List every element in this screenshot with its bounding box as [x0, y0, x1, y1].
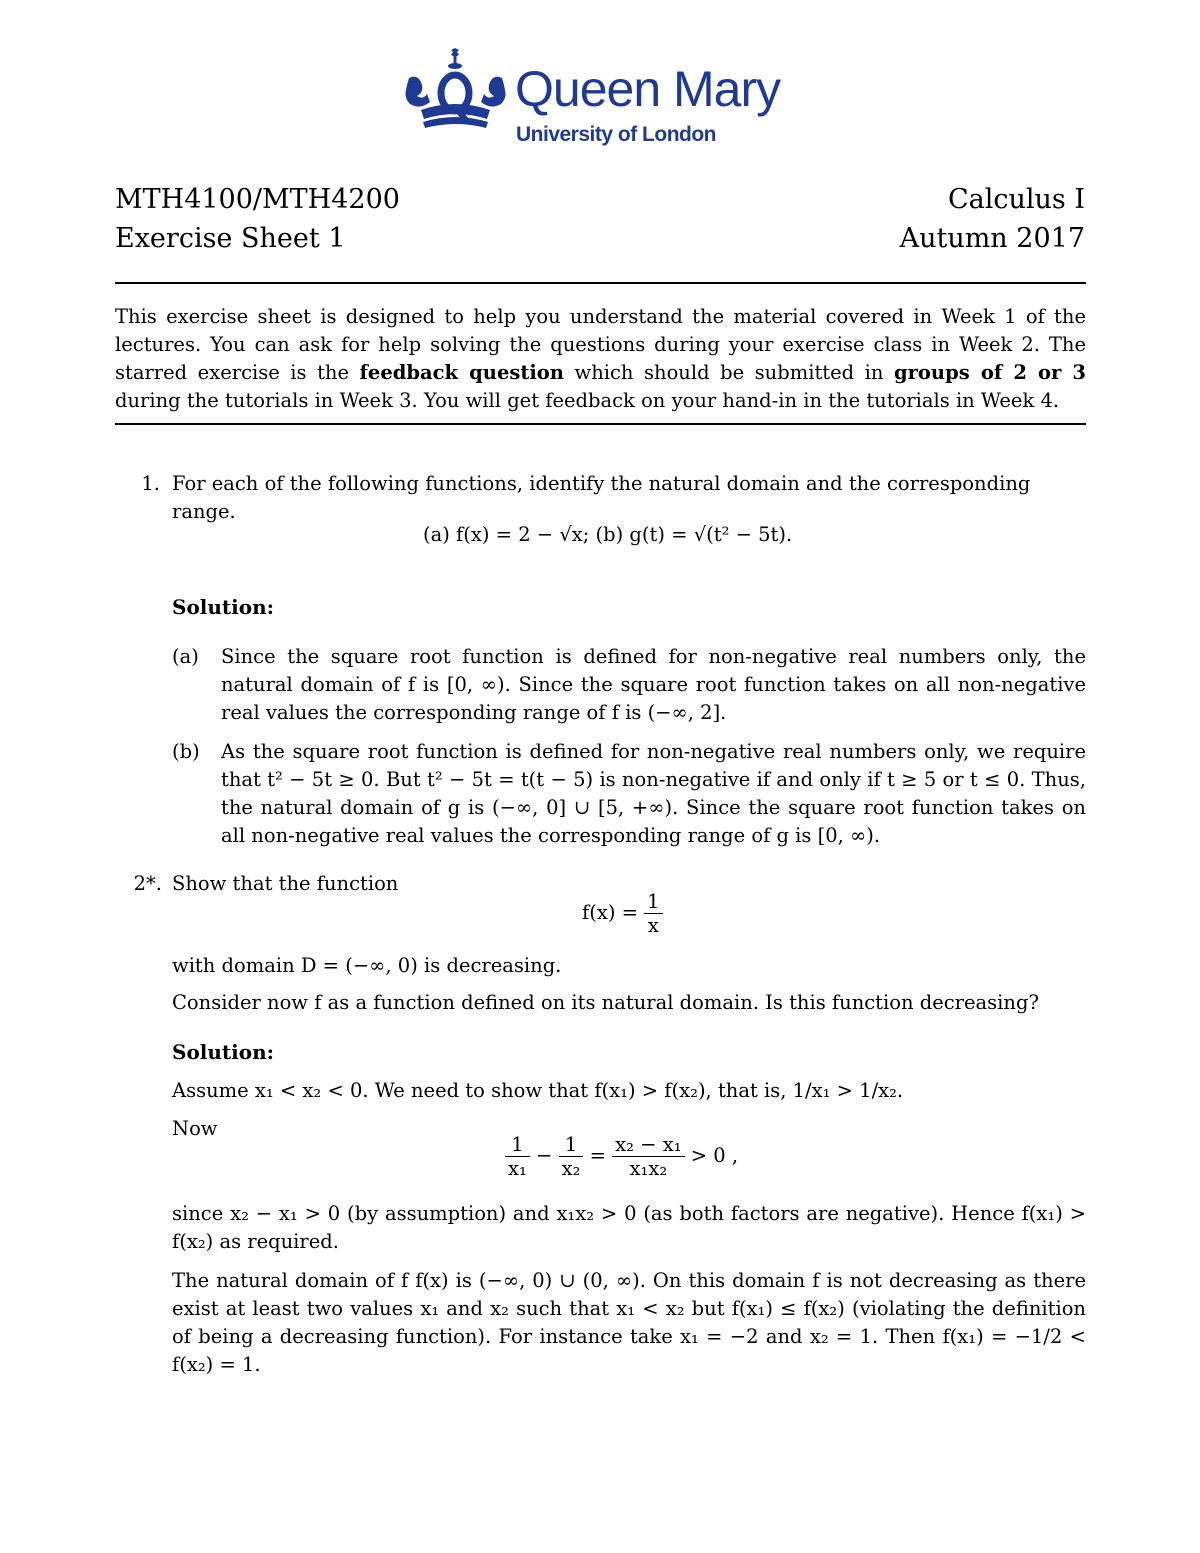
eq-fraction-1: [505, 1133, 530, 1180]
eq-f1-num: 1: [505, 1133, 530, 1157]
intro-text-3: during the tutorials in Week 3. You will get feedback on your hand-in in the tutorials in Week 4.: [115, 389, 1060, 412]
question-1-solution-label: Solution:: [172, 595, 275, 619]
eq-f2-den: x₂: [561, 1157, 581, 1180]
course-title: Calculus I: [947, 184, 1085, 215]
queen-mary-logo: [403, 44, 803, 154]
formula-numerator: 1: [644, 890, 662, 914]
eq-f3-den: x₁x₂: [629, 1157, 668, 1180]
solution-natural-domain: The natural domain of f f(x) is (−∞, 0) ∪ (0, ∞). On this domain f is not decreasing as there exist at least two values x₁ and x₂ such that x₁ < x₂ but f(x₁) ≤ f(x₂) (violating the definition of being a decreasing function). For instance take x₁ = −2 and x₂ = 1. Then f(x₁) = −1/2 < f(x₂) = 1.: [172, 1269, 1086, 1376]
eq-f2-num: 1: [559, 1133, 584, 1157]
question-1-formula: (a) f(x) = 2 − √x; (b) g(t) = √(t² − 5t).: [423, 523, 793, 546]
question-2-domain: with domain D = (−∞, 0) is decreasing.: [172, 954, 562, 977]
solution-b-text: As the square root function is defined for non-negative real numbers only, we require that t² − 5t ≥ 0. But t² − 5t = t(t − 5) is non-negative if and only if t ≥ 5 or t ≤ 0. Thus, the natural domain of g is (−∞, 0] ∪ [5, +∞). Since the square root function takes on all non-negative real values the corresponding range of g is [0, ∞).: [221, 740, 1086, 847]
formula-lhs: f(x) =: [582, 901, 638, 924]
solution-a-text: Since the square root function is defined for non-negative real numbers only, the natural domain of f is [0, ∞). Since the square root function takes on all non-negative real values the corresponding range of f is (−∞, 2].: [221, 645, 1086, 724]
bottom-divider: [115, 423, 1086, 425]
formula-denominator: x: [647, 914, 659, 937]
intro-bold-2: groups of 2 or 3: [894, 361, 1087, 384]
question-2-text: Show that the function: [172, 872, 399, 895]
solution-b-label: (b): [172, 740, 200, 763]
eq-fraction-3: [612, 1133, 684, 1180]
question-2-consider: Consider now f as a function defined on its natural domain. Is this function decreasing?: [172, 991, 1039, 1014]
top-divider: [115, 282, 1086, 284]
logo-name: Queen Mary: [515, 61, 781, 117]
question-1-number: 1.: [141, 472, 160, 495]
term: Autumn 2017: [899, 223, 1085, 254]
logo-subtitle: University of London: [516, 123, 716, 146]
intro-bold-1: feedback question: [359, 361, 564, 384]
eq-tail: > 0 ,: [690, 1144, 739, 1167]
eq-minus: −: [536, 1144, 553, 1167]
solution-a-label: (a): [172, 645, 199, 668]
solution-assume: Assume x₁ < x₂ < 0. We need to show that f(x₁) > f(x₂), that is, 1/x₁ > 1/x₂.: [172, 1079, 904, 1102]
eq-f3-num: x₂ − x₁: [612, 1133, 684, 1157]
eq-equals: =: [589, 1144, 606, 1167]
question-2-formula: [582, 890, 663, 937]
question-1-text: For each of the following functions, identify the natural domain and the corresponding range.: [172, 472, 1031, 523]
eq-f1-den: x₁: [508, 1157, 527, 1180]
intro-text-2: which should be submitted in: [563, 361, 894, 384]
eq-fraction-2: [559, 1133, 584, 1180]
question-2-solution-label: Solution:: [172, 1040, 275, 1064]
question-2-number: 2*.: [133, 872, 162, 895]
formula-fraction: [644, 890, 662, 937]
course-codes: MTH4100/MTH4200: [115, 184, 400, 215]
sheet-title: Exercise Sheet 1: [115, 223, 346, 254]
solution-now: Now: [172, 1117, 218, 1140]
crown-icon: [403, 48, 508, 133]
solution-equation: [505, 1133, 738, 1180]
intro-text-1: This exercise sheet is designed to help you understand the material covered in Week 1 of the lectures. You can ask for help solving the questions during your exercise class in Week 2. The starred exercise is the: [115, 305, 1086, 384]
intro-paragraph: [115, 303, 1086, 415]
solution-since: since x₂ − x₁ > 0 (by assumption) and x₁x₂ > 0 (as both factors are negative). Hence f(x₁) > f(x₂) as required.: [172, 1202, 1086, 1253]
